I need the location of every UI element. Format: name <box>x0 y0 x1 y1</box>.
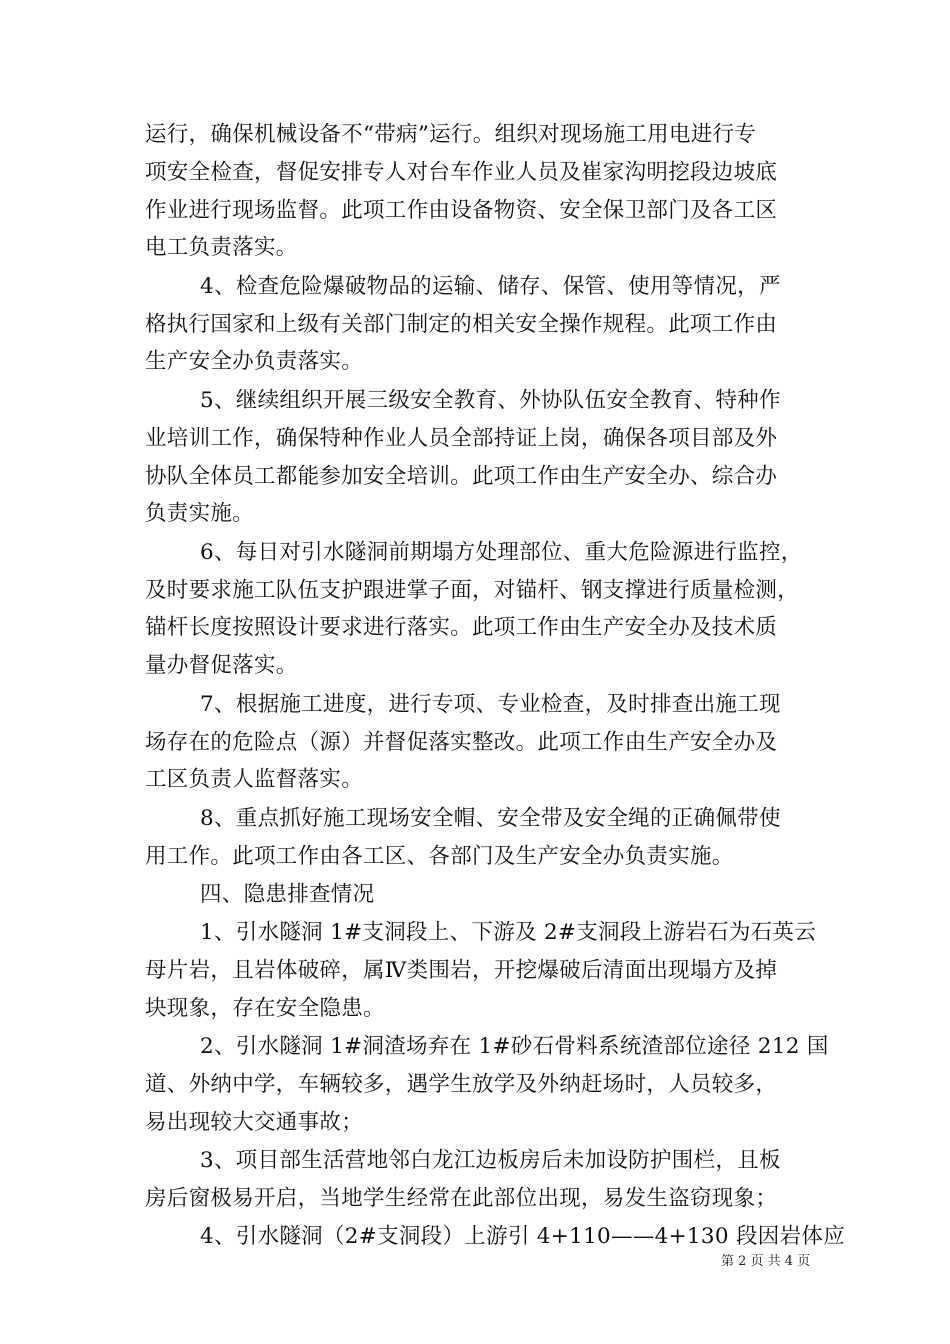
text-line: 量办督促落实。 <box>145 653 298 678</box>
text-line: 8、重点抓好施工现场安全帽、安全带及安全绳的正确佩带使 <box>200 806 781 831</box>
text-line: 锚杆长度按照设计要求进行落实。此项工作由生产安全办及技术质 <box>145 615 778 640</box>
text-line: 6、每日对引水隧洞前期塌方处理部位、重大危险源进行监控， <box>200 540 803 565</box>
text-line: 4、检查危险爆破物品的运输、储存、保管、使用等情况，严 <box>200 274 781 299</box>
text-line: 易出现较大交通事故； <box>145 1110 364 1135</box>
text-line: 房后窗极易开启，当地学生经常在此部位出现，易发生盗窃现象； <box>145 1186 778 1211</box>
text-line: 1、引水隧洞 1#支洞段上、下游及 2#支洞段上游岩石为石英云 <box>200 920 817 945</box>
text-line: 5、继续组织开展三级安全教育、外协队伍安全教育、特种作 <box>200 388 781 413</box>
text-line: 格执行国家和上级有关部门制定的相关安全操作规程。此项工作由 <box>145 312 778 337</box>
text-line: 场存在的危险点（源）并督促落实整改。此项工作由生产安全办及 <box>145 730 778 755</box>
section-heading: 四、隐患排查情况 <box>200 882 375 907</box>
text-line: 协队全体员工都能参加安全培训。此项工作由生产安全办、综合办 <box>145 464 778 489</box>
text-line: 3、项目部生活营地邻白龙江边板房后未加设防护围栏，且板 <box>200 1148 781 1173</box>
text-line: 母片岩，且岩体破碎，属Ⅳ类围岩，开挖爆破后清面出现塌方及掉 <box>145 958 778 983</box>
text-line: 7、根据施工进度，进行专项、专业检查，及时排查出施工现 <box>200 692 781 717</box>
text-line: 4、引水隧洞（2#支洞段）上游引 4+110——4+130 段因岩体应 <box>200 1224 846 1249</box>
text-line: 道、外纳中学，车辆较多，遇学生放学及外纳赶场时，人员较多， <box>145 1072 778 1097</box>
text-line: 负责实施。 <box>145 501 255 526</box>
text-line: 作业进行现场监督。此项工作由设备物资、安全保卫部门及各工区 <box>145 198 778 223</box>
text-line: 用工作。此项工作由各工区、各部门及生产安全办负责实施。 <box>145 844 734 869</box>
text-line: 生产安全办负责落实。 <box>145 349 364 374</box>
text-line: 项安全检查，督促安排专人对台车作业人员及崔家沟明挖段边坡底 <box>145 160 778 185</box>
text-line: 电工负责落实。 <box>145 235 298 260</box>
text-line: 业培训工作，确保特种作业人员全部持证上岗，确保各项目部及外 <box>145 426 778 451</box>
text-line: 工区负责人监督落实。 <box>145 767 364 792</box>
text-line: 运行，确保机械设备不“带病”运行。组织对现场施工用电进行专 <box>145 122 757 147</box>
page-number-footer: 第 2 页 共 4 页 <box>721 1254 811 1269</box>
text-line: 及时要求施工队伍支护跟进掌子面，对锚杆、钢支撑进行质量检测， <box>145 578 800 603</box>
text-line: 块现象，存在安全隐患。 <box>145 996 385 1021</box>
text-line: 2、引水隧洞 1#洞渣场弃在 1#砂石骨料系统渣部位途径 212 国 <box>200 1034 829 1059</box>
